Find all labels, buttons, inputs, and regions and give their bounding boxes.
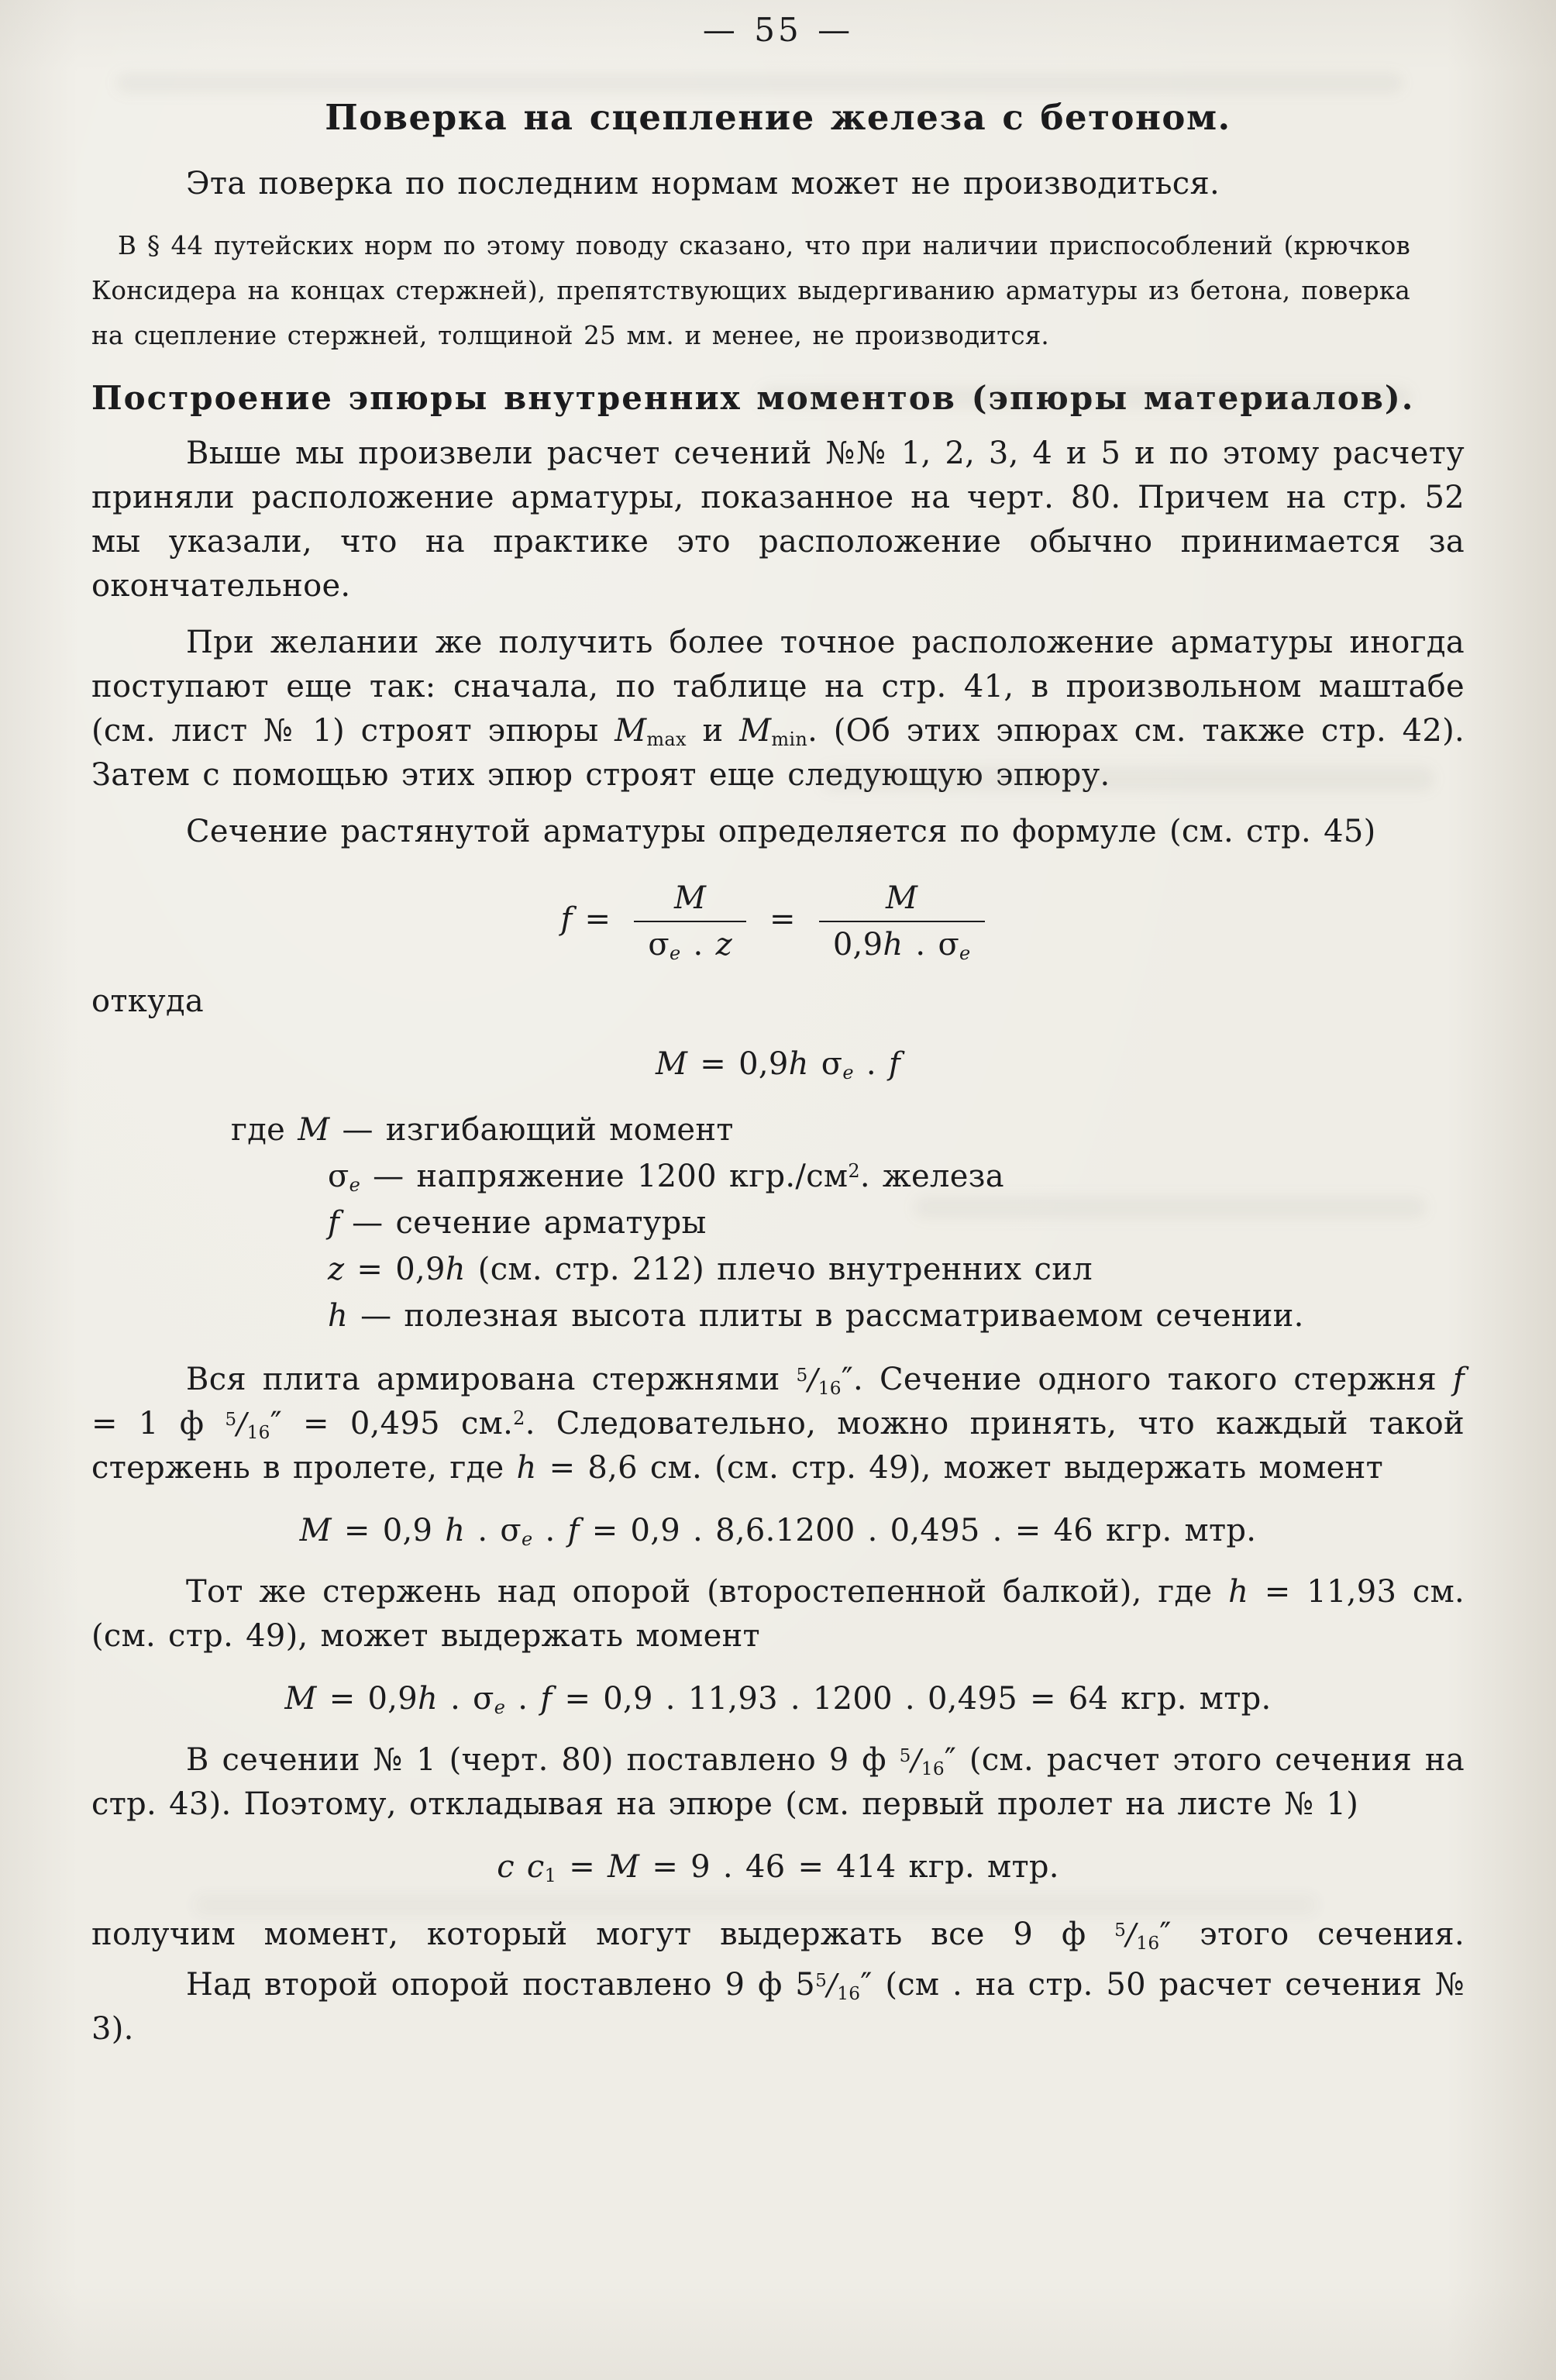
- math-text: .: [903, 926, 938, 963]
- math-text: ″. Сечение одного такого стержня: [841, 1361, 1453, 1397]
- bond-section-title: Поверка на сцепление железа с бетоном.: [325, 97, 1231, 138]
- math-text: h: [445, 1251, 466, 1287]
- math-superscript: 2: [513, 1407, 525, 1429]
- math-subscript: min: [771, 728, 808, 751]
- symbol-legend: [91, 1107, 1465, 1339]
- math-text: f: [888, 1045, 900, 1082]
- math-fraction-part: 5: [796, 1365, 808, 1386]
- math-text: При желании же получить более точное расположение арматуры иногда поступают еще так: сначала, по таблице на стр. 41, в произвольном маштабе (см. лист № 1) строят эпюры: [91, 624, 1465, 749]
- math-text: σ: [808, 1045, 843, 1082]
- formula-support-moment: [91, 1677, 1465, 1721]
- showthrough-smudge: [116, 74, 1403, 92]
- math-text: ″ (см. расчет этого сечения на стр. 43). Поэтому, откладывая на эпюре (см. первый пролет на листе № 1): [91, 1741, 1465, 1822]
- math-text: h: [516, 1449, 537, 1486]
- math-text: = 0,9: [687, 1045, 789, 1082]
- second-support-paragraph: [91, 1963, 1465, 2051]
- math-subscript: max: [646, 728, 687, 751]
- math-text: f: [1452, 1361, 1465, 1397]
- math-text: = 0,9 . 11,93 . 1200 . 0,495 = 64 кгр. мтр.: [552, 1680, 1272, 1717]
- math-text: σ: [938, 926, 960, 963]
- math-text: и: [686, 712, 740, 749]
- math-inline-fraction: [225, 1406, 270, 1444]
- math-inline-fraction: [815, 1967, 860, 2003]
- math-fraction-part: 16: [1136, 1933, 1160, 1955]
- formula-moment: [91, 1042, 1465, 1087]
- precise-method-paragraph: [91, 621, 1465, 797]
- math-fraction-part: 16: [818, 1378, 842, 1400]
- math-text: f: [560, 901, 573, 937]
- math-text: .: [680, 926, 716, 963]
- formula-rebar-area: [91, 876, 1465, 967]
- math-text: . σ: [438, 1680, 494, 1717]
- math-fraction-part: 16: [921, 1758, 945, 1780]
- math-text: (см. стр. 212) плечо внутренних сил: [465, 1251, 1093, 1287]
- math-subscript: e: [494, 1696, 506, 1719]
- math-text: = 9 . 46 = 414 кгр. мтр.: [639, 1848, 1059, 1885]
- math-text: = 0,9: [316, 1680, 418, 1717]
- math-text: 0,9: [832, 926, 883, 963]
- math-text: . σ: [465, 1512, 522, 1548]
- math-text: h: [328, 1297, 349, 1334]
- math-text: = 1 ф: [91, 1405, 225, 1441]
- math-text: =: [756, 901, 808, 937]
- math-subscript: e: [670, 942, 681, 965]
- math-text: σ: [328, 1158, 349, 1194]
- math-text: f: [540, 1680, 553, 1717]
- math-fraction-part: 5: [225, 1409, 237, 1431]
- math-text: Над второй опорой поставлено 9 ф 5: [186, 1966, 816, 2003]
- math-subscript: e: [842, 1062, 854, 1084]
- page-number: — 55 —: [702, 11, 854, 49]
- math-text: = 11,93 см. (см. стр. 49), может выдержать момент: [91, 1573, 1465, 1654]
- math-fraction-part: 5: [899, 1745, 911, 1767]
- math-fraction-part: /: [827, 1967, 838, 2002]
- math-text: .: [532, 1512, 568, 1548]
- result-paragraph: [91, 1913, 1465, 1957]
- math-text: M: [886, 880, 918, 916]
- math-text: h: [418, 1680, 439, 1717]
- math-fraction-part: /: [807, 1362, 818, 1397]
- formula-reference-paragraph: Сечение растянутой арматуры определяется по формуле (см. стр. 45): [186, 813, 1376, 849]
- bond-lead-paragraph: Эта поверка по последним нормам может не производиться.: [186, 166, 1220, 201]
- math-inline-fraction: [900, 1742, 945, 1778]
- math-numerator: [819, 876, 985, 921]
- math-text: h: [1228, 1573, 1249, 1610]
- math-text: — сечение арматуры: [339, 1204, 707, 1241]
- math-text: Вся плита армирована стержнями: [186, 1361, 797, 1397]
- math-text: z: [328, 1251, 345, 1287]
- math-text: = 0,9: [331, 1512, 446, 1548]
- over-support-paragraph: [91, 1570, 1465, 1658]
- math-fraction: [634, 876, 746, 967]
- math-inline-fraction: [796, 1362, 842, 1400]
- math-denominator: [634, 921, 746, 967]
- math-text: ″ этого сечения.: [1159, 1916, 1465, 1952]
- legend-line-M: [91, 1107, 1465, 1153]
- norms-note-paragraph: В § 44 путейских норм по этому поводу сказано, что при наличии приспособлений (крючков Консидера на концах стержней), препятствующих выдергиванию арматуры из бетона, поверка на сцепление стержней, толщиной 25 мм. и менее, не производится.: [91, 231, 1410, 350]
- math-numerator: [634, 876, 746, 921]
- math-text: — напряжение 1200 кгр./см: [360, 1158, 849, 1194]
- math-text: h: [788, 1045, 809, 1082]
- math-text: h: [445, 1512, 466, 1548]
- math-text: — полезная высота плиты в рассматриваемом сечении.: [348, 1297, 1304, 1334]
- math-subscript: e: [349, 1174, 361, 1197]
- math-text: σ: [648, 926, 670, 963]
- math-fraction: [819, 876, 985, 967]
- math-fraction-part: 16: [246, 1422, 270, 1444]
- math-text: z: [715, 926, 732, 963]
- math-text: f: [567, 1512, 580, 1548]
- epure-section-title: Построение эпюры внутренних моментов (эпюры материалов).: [91, 379, 1415, 417]
- math-text: =: [572, 901, 624, 937]
- math-subscript: e: [522, 1528, 533, 1551]
- math-text: = 0,9 . 8,6.1200 . 0,495 . = 46 кгр. мтр.: [579, 1512, 1257, 1548]
- math-text: f: [328, 1204, 340, 1241]
- math-text: M: [284, 1680, 317, 1717]
- math-text: .: [853, 1045, 889, 1082]
- math-text: ″ = 0,495 см.: [270, 1405, 514, 1441]
- math-text: M: [608, 1848, 640, 1885]
- math-subscript: e: [959, 942, 971, 965]
- whence-label: откуда: [91, 983, 205, 1019]
- math-fraction-part: 5: [1114, 1920, 1127, 1941]
- legend-line-sigma: [91, 1153, 1465, 1200]
- math-text: получим момент, который могут выдержать все 9 ф: [91, 1916, 1115, 1952]
- math-inline-fraction: [1114, 1917, 1160, 1955]
- epure-intro-paragraph: Выше мы произвели расчет сечений №№ 1, 2, 3, 4 и 5 и по этому расчету приняли расположение арматуры, показанное на черт. 80. Причем на стр. 52 мы указали, что на практике это расположение обычно принимается за окончательное.: [91, 435, 1465, 604]
- math-text: В сечении № 1 (черт. 80) поставлено 9 ф: [186, 1741, 900, 1778]
- math-text: M: [739, 712, 772, 749]
- math-text: = 0,9: [344, 1251, 446, 1287]
- math-fraction-part: /: [911, 1742, 921, 1777]
- math-text: M: [299, 1512, 332, 1548]
- math-text: .: [505, 1680, 541, 1717]
- legend-line-z: [91, 1246, 1465, 1293]
- math-text: =: [556, 1848, 608, 1885]
- math-fraction-part: 5: [815, 1970, 828, 1992]
- math-text: где: [231, 1111, 298, 1148]
- math-fraction-part: /: [1126, 1917, 1137, 1951]
- section-one-paragraph: [91, 1738, 1465, 1827]
- math-text: ″ (см . на стр. 50 расчет сечения № 3).: [91, 1966, 1465, 2047]
- math-text: — изгибающий момент: [329, 1111, 734, 1148]
- math-text: = 8,6 см. (см. стр. 49), может выдержать момент: [536, 1449, 1384, 1486]
- legend-line-f: [91, 1200, 1465, 1246]
- math-text: . Следовательно, можно принять, что каждый такой стержень в пролете, где: [91, 1405, 1465, 1486]
- math-text: h: [883, 926, 904, 963]
- math-subscript: 1: [544, 1865, 557, 1887]
- math-text: M: [656, 1045, 688, 1082]
- formula-span-moment: [91, 1509, 1465, 1553]
- math-fraction-part: 16: [837, 1983, 861, 2005]
- math-text: M: [298, 1111, 330, 1148]
- formula-cc1: [91, 1845, 1465, 1889]
- math-superscript: 2: [848, 1159, 860, 1182]
- plate-reinforcement-paragraph: [91, 1358, 1465, 1490]
- math-denominator: [819, 921, 985, 967]
- math-text: . железа: [859, 1158, 1004, 1194]
- math-text: c c: [497, 1848, 545, 1885]
- legend-line-h: [91, 1293, 1465, 1339]
- math-text: . (Об этих эпюрах см. также стр. 42). Затем с помощью этих эпюр строят еще следующую эпюру.: [91, 712, 1465, 793]
- math-text: Тот же стержень над опорой (второстепенной балкой), где: [186, 1573, 1229, 1610]
- math-text: M: [614, 712, 647, 749]
- math-text: M: [674, 880, 707, 916]
- math-fraction-part: /: [236, 1406, 247, 1441]
